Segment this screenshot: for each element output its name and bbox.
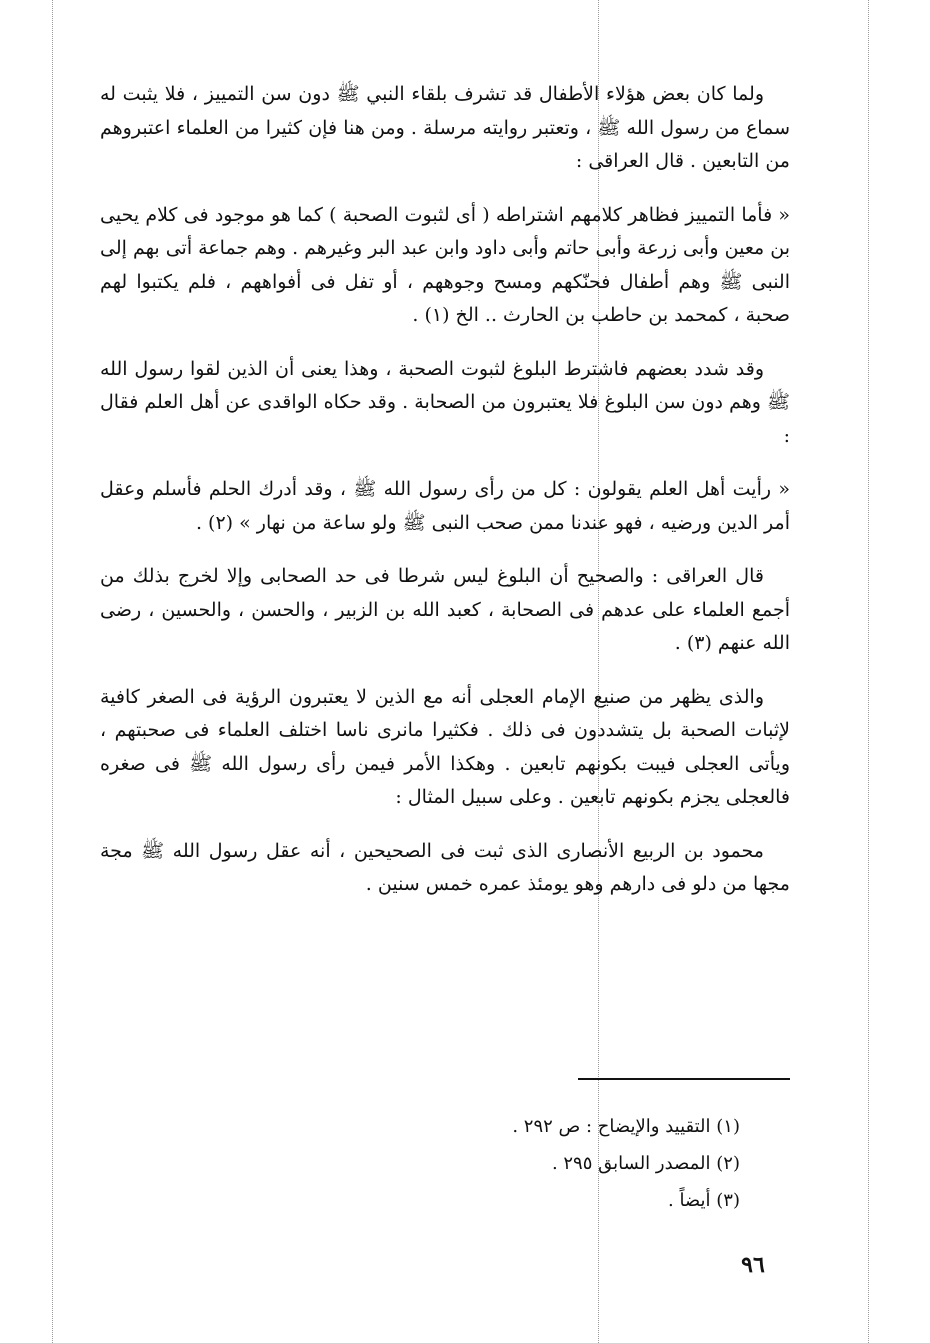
footnote: (٣) أيضاً . bbox=[668, 1190, 740, 1211]
footnote: (١) التقييد والإيضاح : ص ٢٩٢ . bbox=[512, 1116, 740, 1137]
paragraph: والذى يظهر من صنيع الإمام العجلى أنه مع الذين لا يعتبرون الرؤية فى الصغر كافية لإثبات الصحبة بل يتشددون فى ذلك . فكثيرا مانرى ناسا اختلف العلماء فى صحبتهم ، ويأتى العجلى فيبت بكونهم تابعين . وهكذا الأمر فيمن رأى رسول الله ﷺ فى صغره فالعجلى يجزم بكونهم تابعين . وعلى سبيل المثال : bbox=[100, 685, 790, 808]
main-text bbox=[100, 78, 790, 922]
paragraph: وقد شدد بعضهم فاشترط البلوغ لثبوت الصحبة ، وهذا يعنى أن الذين لقوا رسول الله ﷺ وهم دون سن البلوغ فلا يعتبرون من الصحابة . وقد حكاه الواقدى عن أهل العلم فقال : bbox=[100, 357, 790, 447]
scan-dotted-line bbox=[868, 0, 869, 1343]
paragraph: قال العراقى : والصحيح أن البلوغ ليس شرطا فى حد الصحابى وإلا لخرج بذلك من أجمع العلماء على عدهم فى الصحابة ، كعبد الله بن الزبير ، والحسن ، والحسين ، رضى الله عنهم (٣) . bbox=[100, 565, 790, 654]
quotation-paragraph: « فأما التمييز فظاهر كلامهم اشتراطه ( أى لثبوت الصحبة ) كما هو موجود فى كلام يحيى بن معين وأبى زرعة وأبى حاتم وأبى داود وابن عبد البر وغيرهم . وهم جماعة أتى بهم إلى النبى ﷺ وهم أطفال فحنّكهم ومسح وجوههم ، أو تفل فى أفواههم ، فلم يكتبوا لهم صحبة ، كمحمد بن حاطب بن الحارث .. الخ (١) . bbox=[100, 203, 790, 326]
paragraph: محمود بن الربيع الأنصارى الذى ثبت فى الصحيحين ، أنه عقل رسول الله ﷺ مجة مجها من دلو فى دارهم وهو يومئذ عمره خمس سنين . bbox=[100, 839, 790, 895]
page-number: ٩٦ bbox=[741, 1252, 765, 1278]
scan-dotted-line bbox=[52, 0, 53, 1343]
footnotes bbox=[440, 1108, 740, 1219]
footnote: (٢) المصدر السابق ٢٩٥ . bbox=[551, 1153, 740, 1174]
footnote-divider bbox=[578, 1078, 790, 1080]
quotation-paragraph: « رأيت أهل العلم يقولون : كل من رأى رسول الله ﷺ ، وقد أدرك الحلم فأسلم وعقل أمر الدين ورضيه ، فهو عندنا ممن صحب النبى ﷺ ولو ساعة من نهار » (٢) . bbox=[100, 478, 790, 534]
paragraph: ولما كان بعض هؤلاء الأطفال قد تشرف بلقاء النبي ﷺ دون سن التمييز ، فلا يثبت له سماع من رسول الله ﷺ ، وتعتبر روايته مرسلة . ومن هنا فإن كثيرا من العلماء اعتبروهم من التابعين . قال العراقى : bbox=[100, 83, 790, 172]
